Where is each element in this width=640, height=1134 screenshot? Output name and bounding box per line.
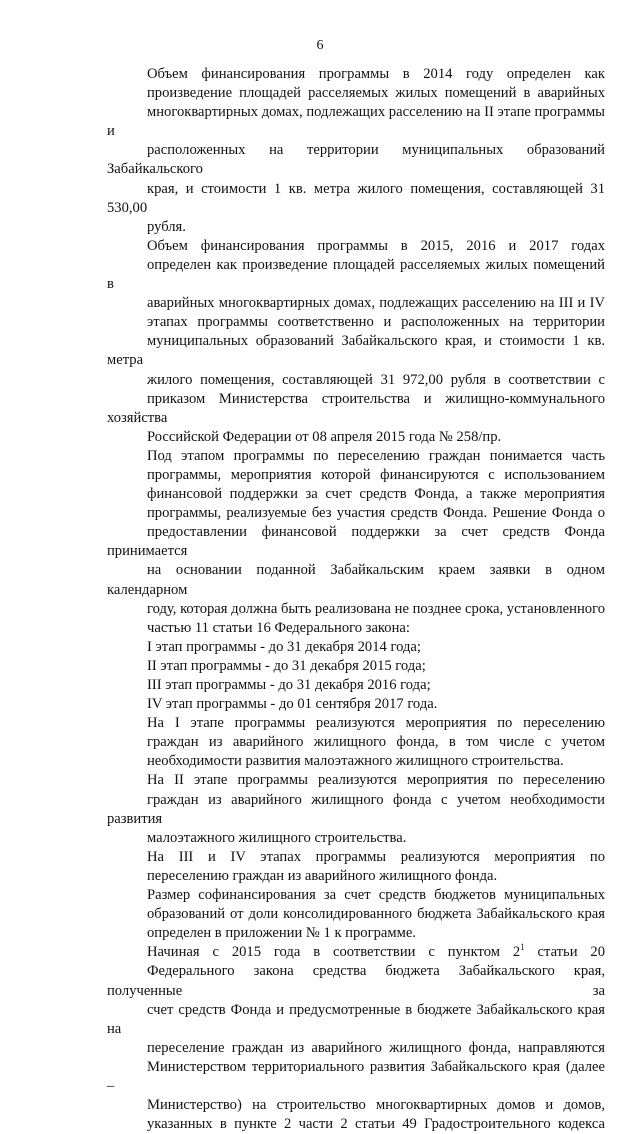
- paragraph-line: частью 11 статьи 16 Федерального закона:: [147, 619, 410, 636]
- paragraph-line: предоставлении финансовой поддержки за счет средств Фонда принимается: [107, 524, 605, 560]
- paragraph-line: программы, мероприятия которой финансируются с использованием: [147, 466, 605, 483]
- paragraph-line: Министерством территориального развития Забайкальского края (далее –: [107, 1058, 605, 1094]
- paragraph-line: Министерство) на строительство многоквартирных домов и домов,: [147, 1097, 605, 1114]
- document-body: [107, 65, 605, 1134]
- paragraph-b-3: [107, 848, 605, 886]
- paragraph-line: рубля.: [147, 218, 186, 235]
- paragraph-1: [107, 65, 605, 237]
- paragraph-line: расположенных на территории муниципальных образований Забайкальского: [107, 142, 605, 178]
- paragraph-final: [107, 943, 605, 1134]
- paragraph-line: малоэтажного жилищного строительства.: [147, 829, 407, 846]
- paragraph-line: указанных в пункте 2 части 2 статьи 49 Градостроительного кодекса: [147, 1116, 605, 1133]
- paragraph-line: аварийных многоквартирных домах, подлежащих расселению на III и IV: [147, 295, 605, 312]
- paragraph-line: определен как произведение площадей расселяемых жилых помещений в: [107, 256, 605, 293]
- paragraph-line: На II этапе программы реализуются мероприятия по переселению: [147, 772, 605, 789]
- paragraph-line: приказом Министерства строительства и жилищно-коммунального хозяйства: [107, 390, 605, 426]
- paragraph-line: году, которая должна быть реализована не позднее срока, установленного: [147, 600, 605, 617]
- paragraph-line: На III и IV этапах программы реализуются мероприятия по: [147, 848, 605, 865]
- stage-item: III этап программы - до 31 декабря 2016 года;: [147, 677, 431, 693]
- paragraph-line: переселению граждан из аварийного жилищного фонда.: [147, 867, 498, 884]
- paragraph-b-2: [107, 771, 605, 847]
- paragraph-line: многоквартирных домах, подлежащих расселению на II этапе программы и: [107, 104, 605, 140]
- paragraph-line: граждан из аварийного жилищного фонда с учетом необходимости развития: [107, 791, 605, 827]
- paragraph-2: [107, 237, 605, 447]
- text-fragment: статьи 20: [524, 944, 605, 961]
- stage-item: II этап программы - до 31 декабря 2015 года;: [147, 657, 426, 674]
- paragraph-line: образований от доли консолидированного бюджета Забайкальского края: [147, 906, 605, 923]
- paragraph-3: [107, 447, 605, 638]
- paragraph-line: На I этапе программы реализуются мероприятия по переселению: [147, 715, 605, 732]
- paragraph-b-4: [107, 886, 605, 943]
- paragraph-line: программы, реализуемые без участия средств Фонда. Решение Фонда о: [147, 505, 605, 522]
- paragraph-line: необходимости развития малоэтажного жилищного строительства.: [147, 753, 564, 770]
- paragraph-line: произведение площадей расселяемых жилых помещений в аварийных: [147, 85, 605, 102]
- text-fragment: Начиная с 2015 года в соответствии с пунктом 2: [147, 944, 521, 961]
- paragraph-b-1: [107, 714, 605, 771]
- paragraph-line: Федерального закона средства бюджета Забайкальского края, полученные за: [107, 963, 605, 999]
- paragraph-line: финансовой поддержки за счет средств Фонда, а также мероприятия: [147, 486, 605, 503]
- paragraph-line: граждан из аварийного жилищного фонда, в том числе с учетом: [147, 734, 605, 751]
- paragraph-line: жилого помещения, составляющей 31 972,00 рубля в соответствии с: [147, 371, 605, 388]
- paragraph-line: счет средств Фонда и предусмотренные в бюджете Забайкальского края на: [107, 1001, 605, 1037]
- page-number: 6: [316, 38, 324, 53]
- paragraph-line: Объем финансирования программы в 2015, 2016 и 2017 годах: [147, 237, 605, 254]
- paragraph-line: переселение граждан из аварийного жилищного фонда, направляются: [147, 1039, 605, 1056]
- stage-item: IV этап программы - до 01 сентября 2017 года.: [147, 696, 438, 713]
- paragraph-line: Под этапом программы по переселению граждан понимается часть: [147, 447, 605, 464]
- stages-list: [107, 638, 605, 714]
- paragraph-line: Российской Федерации от 08 апреля 2015 года № 258/пр.: [147, 428, 502, 445]
- paragraph-line: этапах программы соответственно и расположенных на территории: [147, 314, 605, 331]
- paragraph-line: [107, 943, 605, 962]
- paragraph-line: Объем финансирования программы в 2014 году определен как: [147, 66, 605, 82]
- paragraph-line: края, и стоимости 1 кв. метра жилого помещения, составляющей 31 530,00: [107, 180, 605, 216]
- paragraph-line: на основании поданной Забайкальским краем заявки в одном календарном: [107, 562, 605, 598]
- paragraph-line: определен в приложении № 1 к программе.: [147, 925, 416, 942]
- paragraph-line: муниципальных образований Забайкальского края, и стоимости 1 кв. метра: [107, 333, 605, 369]
- paragraph-line: Размер софинансирования за счет средств бюджетов муниципальных: [147, 887, 605, 904]
- stage-item: I этап программы - до 31 декабря 2014 года;: [147, 638, 421, 655]
- footnote-superscript: 1: [520, 942, 525, 953]
